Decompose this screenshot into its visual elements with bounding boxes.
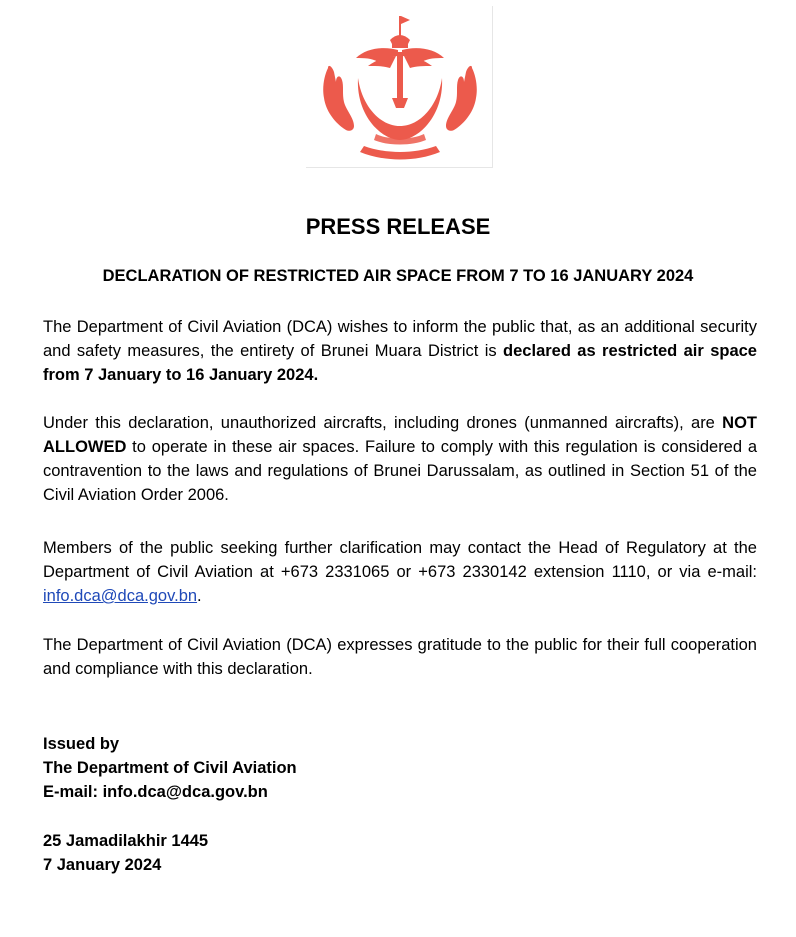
paragraph-contact [43,536,757,608]
hijri-date: 25 Jamadilakhir 1445 [43,832,209,850]
paragraph-text: . [197,587,202,605]
gregorian-date: 7 January 2024 [43,856,162,874]
paragraph-bold-text: declared as restricted air space from 7 January to 16 January 2024 [43,342,757,384]
paragraph-text: The Department of Civil Aviation (DCA) expresses gratitude to the public for their full cooperation and compliance with this declaration. [43,636,757,678]
date-block [43,829,543,877]
email-link[interactable]: info.dca@dca.gov.bn [43,587,198,605]
paragraph-text: The Department of Civil Aviation (DCA) wishes to inform the public that, as an additional security and safety measures, the entirety of Brunei Muara District is [43,318,757,360]
paragraph-text: Members of the public seeking further clarification may contact the Head of Regulatory at the Department of Civil Aviation at +673 2331065 or +673 2330142 extension 1110, or via e-mail: [43,539,757,581]
paragraph-text: to operate in these air spaces. Failure to comply with this regulation is considered a contravention to the laws and regulations of Brunei Darussalam, as outlined in Section 51 of the Civil Aviation Order 2006. [43,438,757,504]
issuer-name: The Department of Civil Aviation [43,759,297,777]
paragraph-gratitude [43,633,757,681]
paragraph-restrictions [43,411,757,507]
page-subtitle: DECLARATION OF RESTRICTED AIR SPACE FROM 7 TO 16 JANUARY 2024 [102,267,694,285]
paragraph-bold-text: . [313,366,319,384]
paragraph-announcement [43,315,757,387]
emblem-frame [306,6,493,168]
issued-by-label: Issued by [43,735,120,753]
page-title: PRESS RELEASE [305,214,491,239]
paragraph-bold-text: NOT ALLOWED [43,414,757,456]
paragraph-text: Under this declaration, unauthorized aircrafts, including drones (unmanned aircrafts), are [43,414,723,432]
issued-by-block [43,732,543,804]
brunei-emblem-icon [306,6,493,168]
issuer-email: E-mail: info.dca@dca.gov.bn [43,783,268,801]
